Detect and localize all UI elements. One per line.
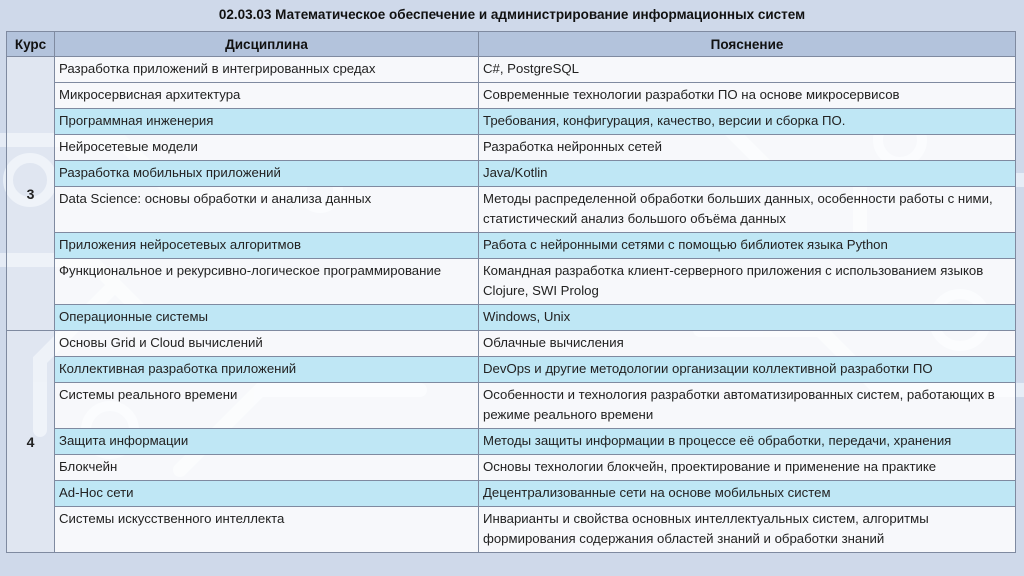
table-row xyxy=(7,455,1016,481)
discipline-cell: Приложения нейросетевых алгоритмов xyxy=(55,233,479,259)
table-row xyxy=(7,259,1016,305)
table-row xyxy=(7,233,1016,259)
table-row xyxy=(7,507,1016,553)
explanation-cell: Основы технологии блокчейн, проектирование и применение на практике xyxy=(479,455,1016,481)
explanation-cell: Особенности и технология разработки автоматизированных систем, работающих в режиме реального времени xyxy=(479,383,1016,429)
table-row xyxy=(7,383,1016,429)
explanation-cell: Облачные вычисления xyxy=(479,331,1016,357)
explanation-cell: DevOps и другие методологии организации коллективной разработки ПО xyxy=(479,357,1016,383)
explanation-cell: Требования, конфигурация, качество, версии и сборка ПО. xyxy=(479,109,1016,135)
table-row xyxy=(7,481,1016,507)
discipline-cell: Программная инженерия xyxy=(55,109,479,135)
discipline-cell: Операционные системы xyxy=(55,305,479,331)
discipline-cell: Микросервисная архитектура xyxy=(55,83,479,109)
discipline-cell: Функциональное и рекурсивно-логическое программирование xyxy=(55,259,479,305)
table-row xyxy=(7,57,1016,83)
table-header-row xyxy=(7,32,1016,57)
discipline-cell: Ad-Hoc сети xyxy=(55,481,479,507)
explanation-cell: Java/Kotlin xyxy=(479,161,1016,187)
discipline-cell: Нейросетевые модели xyxy=(55,135,479,161)
discipline-cell: Блокчейн xyxy=(55,455,479,481)
discipline-cell: Системы искусственного интеллекта xyxy=(55,507,479,553)
curriculum-table xyxy=(6,31,1016,553)
discipline-cell: Системы реального времени xyxy=(55,383,479,429)
explanation-cell: Методы распределенной обработки больших данных, особенности работы с ними, статистический анализ большого объёма данных xyxy=(479,187,1016,233)
table-row xyxy=(7,161,1016,187)
table-row xyxy=(7,187,1016,233)
table-row xyxy=(7,429,1016,455)
discipline-cell: Защита информации xyxy=(55,429,479,455)
explanation-cell: C#, PostgreSQL xyxy=(479,57,1016,83)
page-title: 02.03.03 Математическое обеспечение и администрирование информационных систем xyxy=(218,7,806,22)
explanation-cell: Работа с нейронными сетями с помощью библиотек языка Python xyxy=(479,233,1016,259)
course-cell-3: 3 xyxy=(7,57,55,331)
header-discipline: Дисциплина xyxy=(55,32,479,57)
table-row xyxy=(7,357,1016,383)
explanation-cell: Windows, Unix xyxy=(479,305,1016,331)
table-row xyxy=(7,305,1016,331)
table-row xyxy=(7,135,1016,161)
discipline-cell: Data Science: основы обработки и анализа данных xyxy=(55,187,479,233)
explanation-cell: Децентрализованные сети на основе мобильных систем xyxy=(479,481,1016,507)
explanation-cell: Инварианты и свойства основных интеллектуальных систем, алгоритмы формирования содержания областей знаний и обработки знаний xyxy=(479,507,1016,553)
table-row xyxy=(7,331,1016,357)
table-row xyxy=(7,109,1016,135)
explanation-cell: Командная разработка клиент-серверного приложения с использованием языков Clojure, SWI Prolog xyxy=(479,259,1016,305)
header-course: Курс xyxy=(7,32,55,57)
explanation-cell: Методы защиты информации в процессе её обработки, передачи, хранения xyxy=(479,429,1016,455)
discipline-cell: Коллективная разработка приложений xyxy=(55,357,479,383)
table-row xyxy=(7,83,1016,109)
explanation-cell: Современные технологии разработки ПО на основе микросервисов xyxy=(479,83,1016,109)
header-explanation: Пояснение xyxy=(479,32,1016,57)
explanation-cell: Разработка нейронных сетей xyxy=(479,135,1016,161)
discipline-cell: Разработка приложений в интегрированных средах xyxy=(55,57,479,83)
course-cell-4: 4 xyxy=(7,331,55,553)
discipline-cell: Основы Grid и Cloud вычислений xyxy=(55,331,479,357)
discipline-cell: Разработка мобильных приложений xyxy=(55,161,479,187)
